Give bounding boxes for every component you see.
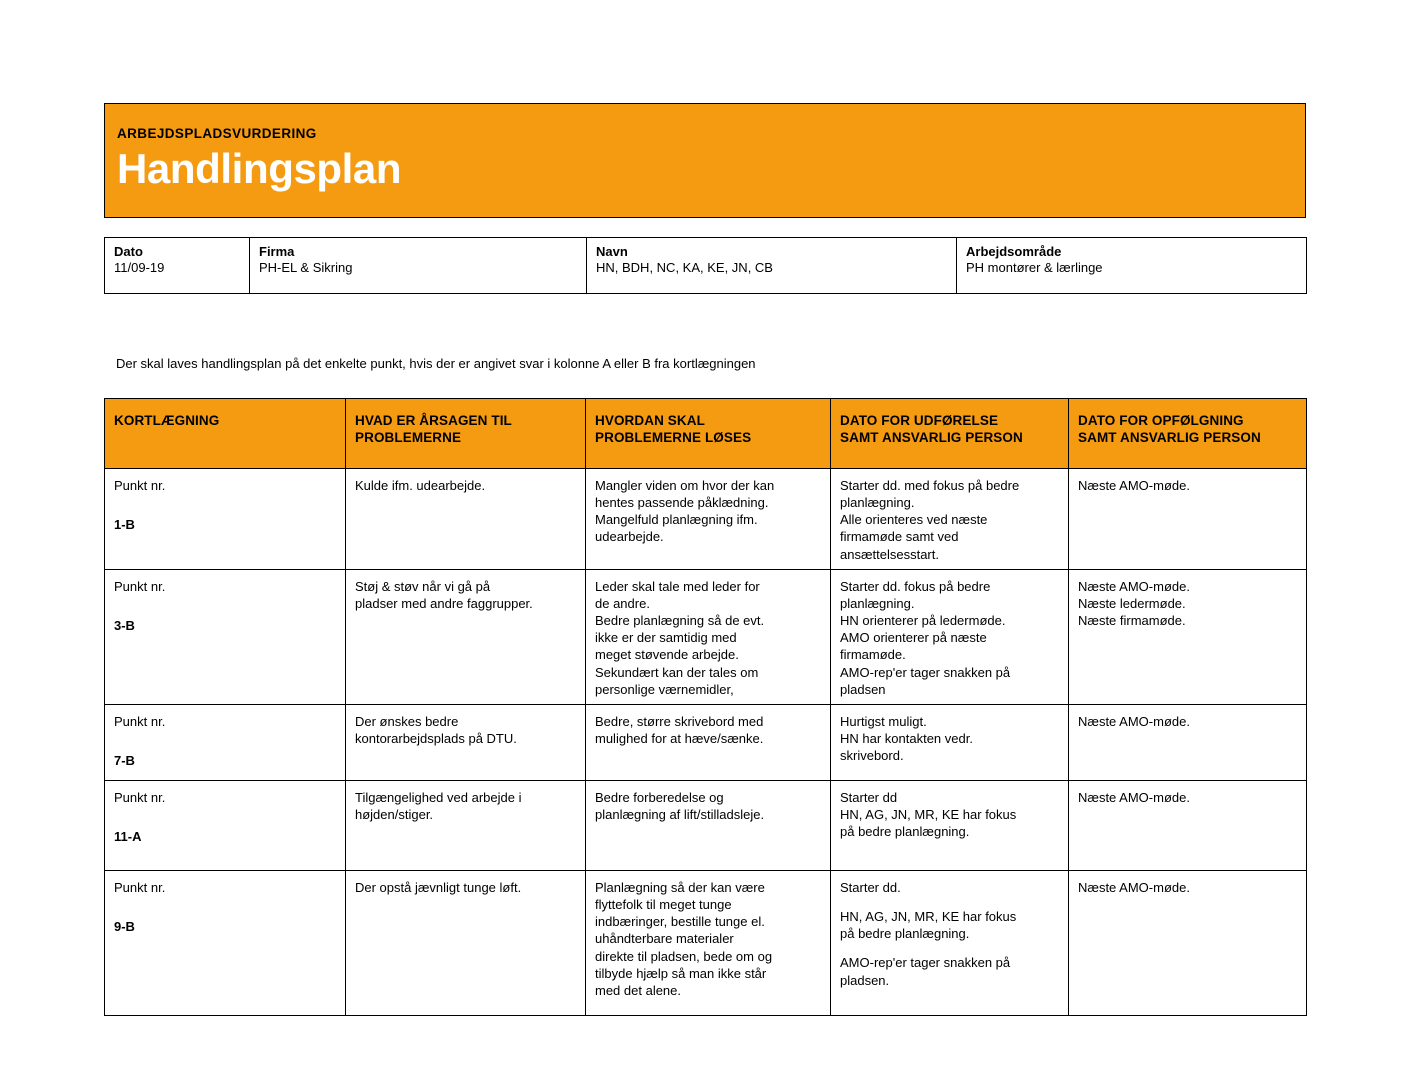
title-banner bbox=[104, 103, 1306, 218]
meta-cell-dato bbox=[105, 238, 250, 294]
cell-udfoerelse: Starter dd. med fokus på bedre planlægning. Alle orienteres ved næste firmamøde samt ved ansættelsesstart. bbox=[831, 469, 1069, 570]
plan-row bbox=[105, 469, 1307, 570]
column-header-kortlaegning: KORTLÆGNING bbox=[105, 399, 346, 469]
cell-aarsag: Der opstå jævnligt tunge løft. bbox=[346, 870, 586, 1015]
cell-loesning: Planlægning så der kan være flyttefolk til meget tunge indbæringer, bestille tunge el. uhåndterbare materialer direkte til pladsen, bede om og tilbyde hjælp så man ikke står med det alene. bbox=[586, 870, 831, 1015]
meta-label-firma: Firma bbox=[259, 244, 295, 259]
meta-value-dato: 11/09-19 bbox=[114, 260, 165, 276]
punkt-id: 9-B bbox=[114, 919, 135, 935]
meta-label-navn: Navn bbox=[596, 244, 628, 259]
cell-loesning: Leder skal tale med leder for de andre. Bedre planlægning så de evt. ikke er der samtidig med meget støvende arbejde. Sekundært kan der tales om personlige værnemidler, bbox=[586, 569, 831, 704]
line-spacer bbox=[840, 896, 1061, 908]
column-header-loesning: HVORDAN SKAL PROBLEMERNE LØSES bbox=[586, 399, 831, 469]
meta-value-arbejdsomraade: PH montører & lærlinge bbox=[966, 260, 1103, 276]
cell-loesning: Bedre forberedelse og planlægning af lift/stilladsleje. bbox=[586, 780, 831, 870]
cell-udfoerelse: Starter dd HN, AG, JN, MR, KE har fokus på bedre planlægning. bbox=[831, 780, 1069, 870]
plan-row bbox=[105, 780, 1307, 870]
intro-text: Der skal laves handlingsplan på det enkelte punkt, hvis der er angivet svar i kolonne A eller B fra kortlægningen bbox=[116, 356, 756, 371]
cell-aarsag: Tilgængelighed ved arbejde i højden/stiger. bbox=[346, 780, 586, 870]
meta-info-table bbox=[104, 237, 1307, 294]
plan-row bbox=[105, 704, 1307, 780]
meta-label-arbejdsomraade: Arbejdsområde bbox=[966, 244, 1062, 259]
plan-row bbox=[105, 870, 1307, 1015]
cell-kortlaegning: Punkt nr. 11-A bbox=[105, 780, 346, 870]
action-plan-header bbox=[105, 399, 1307, 469]
cell-opfoelgning: Næste AMO-møde. bbox=[1069, 704, 1307, 780]
plan-row bbox=[105, 569, 1307, 704]
cell-kortlaegning: Punkt nr. 9-B bbox=[105, 870, 346, 1015]
column-header-udfoerelse: DATO FOR UDFØRELSE SAMT ANSVARLIG PERSON bbox=[831, 399, 1069, 469]
meta-cell-arbejdsomraade bbox=[957, 238, 1307, 294]
meta-value-firma: PH-EL & Sikring bbox=[259, 260, 353, 276]
cell-kortlaegning: Punkt nr. 7-B bbox=[105, 704, 346, 780]
plan-header-row bbox=[105, 399, 1307, 469]
cell-opfoelgning: Næste AMO-møde. bbox=[1069, 469, 1307, 570]
cell-opfoelgning: Næste AMO-møde. Næste ledermøde. Næste firmamøde. bbox=[1069, 569, 1307, 704]
cell-aarsag: Kulde ifm. udearbejde. bbox=[346, 469, 586, 570]
meta-row bbox=[105, 238, 1307, 294]
cell-loesning: Bedre, større skrivebord med mulighed for at hæve/sænke. bbox=[586, 704, 831, 780]
punkt-id: 11-A bbox=[114, 829, 142, 845]
punkt-id: 1-B bbox=[114, 517, 135, 533]
banner-eyebrow: ARBEJDSPLADSVURDERING bbox=[117, 126, 317, 141]
meta-cell-firma bbox=[250, 238, 587, 294]
line-spacer bbox=[840, 942, 1061, 954]
page-title: Handlingsplan bbox=[117, 144, 402, 192]
cell-udfoerelse: Starter dd. HN, AG, JN, MR, KE har fokus på bedre planlægning. AMO-rep'er tager snakken på pladsen. bbox=[831, 870, 1069, 1015]
meta-value-navn: HN, BDH, NC, KA, KE, JN, CB bbox=[596, 260, 773, 276]
action-plan-table bbox=[104, 398, 1307, 1016]
column-header-opfoelgning: DATO FOR OPFØLGNING SAMT ANSVARLIG PERSON bbox=[1069, 399, 1307, 469]
cell-udfoerelse: Starter dd. fokus på bedre planlægning. HN orienterer på ledermøde. AMO orienterer på næste firmamøde. AMO-rep'er tager snakken på pladsen bbox=[831, 569, 1069, 704]
cell-opfoelgning: Næste AMO-møde. bbox=[1069, 780, 1307, 870]
punkt-id: 3-B bbox=[114, 617, 135, 633]
cell-aarsag: Der ønskes bedre kontorarbejdsplads på DTU. bbox=[346, 704, 586, 780]
cell-loesning: Mangler viden om hvor der kan hentes passende påklædning. Mangelfuld planlægning ifm. udearbejde. bbox=[586, 469, 831, 570]
meta-label-dato: Dato bbox=[114, 244, 143, 259]
cell-kortlaegning: Punkt nr. 1-B bbox=[105, 469, 346, 570]
cell-udfoerelse: Hurtigst muligt. HN har kontakten vedr. skrivebord. bbox=[831, 704, 1069, 780]
column-header-aarsag: HVAD ER ÅRSAGEN TIL PROBLEMERNE bbox=[346, 399, 586, 469]
meta-cell-navn bbox=[587, 238, 957, 294]
cell-opfoelgning: Næste AMO-møde. bbox=[1069, 870, 1307, 1015]
punkt-id: 7-B bbox=[114, 753, 135, 769]
cell-aarsag: Støj & støv når vi gå på pladser med andre faggrupper. bbox=[346, 569, 586, 704]
cell-kortlaegning: Punkt nr. 3-B bbox=[105, 569, 346, 704]
action-plan-body bbox=[105, 469, 1307, 1016]
